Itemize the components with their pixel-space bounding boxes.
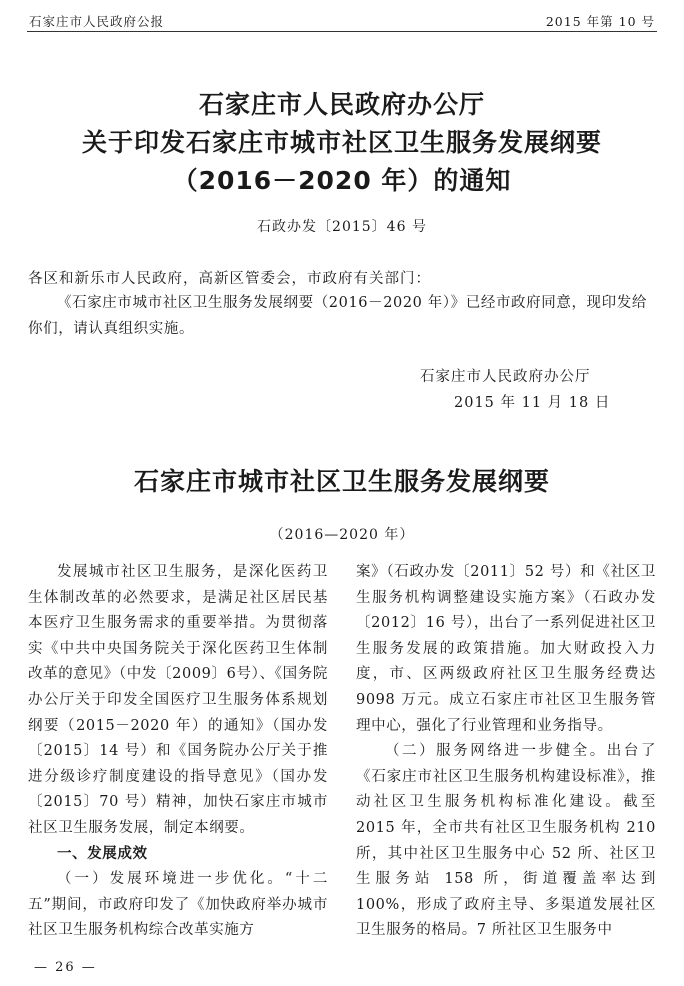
signature-organization: 石家庄市人民政府办公厅 xyxy=(420,369,591,385)
left-column xyxy=(28,560,328,944)
addressee: 各区和新乐市人民政府，高新区管委会，市政府有关部门： xyxy=(28,271,431,287)
section-heading: 一、发展成效 xyxy=(57,845,148,862)
notice-body: 《石家庄市城市社区卫生服务发展纲要（2016－2020 年）》已经市政府同意，现印发给你们，请认真组织实施。 xyxy=(28,295,647,337)
right-column xyxy=(356,560,656,944)
page-number: — 26 — xyxy=(34,960,97,975)
signature-block xyxy=(420,364,610,416)
section-paragraph-2: （二）服务网络进一步健全。出台了《石家庄市社区卫生服务机构建设标准》，推动社区卫生服务机构标准化建设。截至 2015 年，全市共有社区卫生服务机构 210 所，其中社区卫生服务中心 52 所、社区卫生服务站 158 所，街道覆盖率达到 100%，形成了政府主导、多渠道发展社区卫生服务的格局。7 所社区卫生服务中 xyxy=(356,743,656,939)
issue-number: 2015 年第 10 号 xyxy=(545,14,655,29)
notice-title-line-2: 关于印发石家庄市城市社区卫生服务发展纲要 xyxy=(81,128,602,157)
publication-name: 石家庄市人民政府公报 xyxy=(29,14,165,29)
outline-period: （2016—2020 年） xyxy=(269,527,415,543)
intro-paragraph: 发展城市社区卫生服务，是深化医药卫生体制改革的必然要求，是满足社区居民基本医疗卫生服务需求的重要举措。为贯彻落实《中共中央国务院关于深化医药卫生体制改革的意见》（中发〔2009〕6号）、《国务院办公厅关于印发全国医疗卫生服务体系规划纲要（2015－2020 年）的通知》（国办发〔2015〕14 号）和《国务院办公厅关于推进分级诊疗制度建设的指导意见》（国办发〔2015〕70 号）精神，加快石家庄市城市社区卫生服务发展，制定本纲要。 xyxy=(28,564,328,836)
continued-paragraph: 案》（石政办发〔2011〕52 号）和《社区卫生服务机构调整建设实施方案》（石政办发〔2012〕16 号），出台了一系列促进社区卫生服务发展的政策措施。加大财政投入力度，市、区两级政府社区卫生服务经费达 9098 万元。成立石家庄市社区卫生服务管理中心，强化了行业管理和业务指导。 xyxy=(356,564,656,734)
notice-title-line-3: （2016－2020 年）的通知 xyxy=(172,166,512,195)
document-number: 石政办发〔2015〕46 号 xyxy=(257,219,427,235)
section-paragraph-1: （一）发展环境进一步优化。“十二五”期间，市政府印发了《加快政府举办城市社区卫生服务机构综合改革实施方 xyxy=(28,871,328,939)
running-header xyxy=(27,10,657,32)
notice-title-line-1: 石家庄市人民政府办公厅 xyxy=(198,90,485,119)
signature-date: 2015 年 11 月 18 日 xyxy=(454,395,611,411)
notice-title xyxy=(0,86,684,200)
outline-title: 石家庄市城市社区卫生服务发展纲要 xyxy=(133,467,550,496)
